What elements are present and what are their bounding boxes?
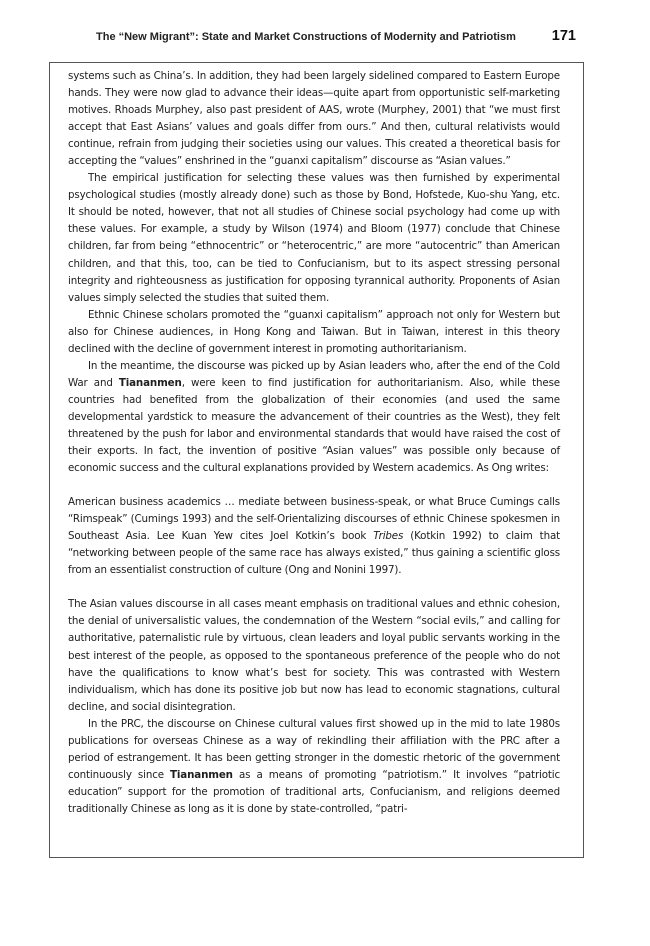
paragraph-4-text-end: , were keen to find justification for authoritarianism. Also, while these countries had benefited from the globalization of their economies (and used the same developmental yardstick to measure the advancement of their countries as the West), they felt threatened by the push for labor and environmental standards that would have raised the cost of their exports. In fact, the invention of positive “Asian values” was possible only because of economic success and the cultural explanations provided by Western academics. As Ong writes: [68, 376, 560, 475]
quote-text-start: American business academics … mediate between business-speak, or what Bruce Cumings calls “Rimspeak” (Cumings 1993) and the self-Orientalizing discourses of ethnic Chinese spokesmen in Southeast Asia. Lee Kuan Yew cites Joel Kotkin’s book [68, 496, 560, 543]
body-text [68, 68, 560, 818]
quote-text-end: (Kotkin 1992) to claim that “networking between people of the same race has always existed,” thus gaining a scientific gloss from an essentialist construction of culture (Ong and Nonini 1997). [68, 530, 560, 577]
paragraph-6-text-end: as a means of promoting “patriotism.” It involves “patriotic education” support for the promotion of traditional arts, Confucianism, and religions deemed traditionally Chinese as long as it is done by state-controlled, “patri- [68, 768, 560, 815]
paragraph-4-text-start: In the meantime, the discourse was picked up by Asian leaders who, after the end of the Cold War and [68, 359, 560, 389]
paragraph-6-text-start: In the PRC, the discourse on Chinese cultural values first showed up in the mid to late 1980s publications for overseas Chinese as a way of rekindling their affiliation with the PRC after a period of estrangement. It has been getting stronger in the domestic rhetoric of the government continuously since [68, 717, 560, 781]
book-title-tribes: Tribes [373, 530, 404, 543]
block-quote [68, 494, 560, 579]
paragraph-3: Ethnic Chinese scholars promoted the “guanxi capitalism” approach not only for Western but also for Chinese audiences, in Hong Kong and Taiwan. But in Taiwan, interest in this theory declined with the decline of government interest in promoting authoritarianism. [68, 308, 560, 355]
running-header [96, 28, 576, 46]
paragraph-1: systems such as China’s. In addition, they had been largely sidelined compared to Eastern Europe hands. They were now glad to advance their ideas—quite apart from opportunistic self-marketing motives. Rhoads Murphey, also past president of AAS, wrote (Murphey, 2001) that “we must first accept that East Asians’ values and goals differ from ours.” And then, cultural relativists would continue, refrain from judging their societies using our values. This created a theoretical basis for accepting the “values” enshrined in the “guanxi capitalism” discourse as “Asian values.” [68, 70, 560, 168]
paragraph-5: The Asian values discourse in all cases meant emphasis on traditional values and ethnic cohesion, the denial of universalistic values, the condemnation of the Western “social evils,” and calling for authoritative, paternalistic rule by virtuous, clean leaders and loyal public servants working in the best interest of the people, as opposed to the spontaneous preference of the people who do not have the qualifications to know what’s best for society. This was contrasted with Western individualism, which has done its positive job but now has lead to economic stagnations, cultural decline, and social disintegration. [68, 598, 560, 713]
block-quote-text [68, 494, 560, 579]
paragraph-4 [68, 358, 560, 477]
page-number: 171 [551, 28, 576, 44]
paragraph-2: The empirical justification for selecting these values was then furnished by experimental psychological studies (mostly already done) such as those by Bond, Hofstede, Kuo-shu Yang, etc. It should be noted, however, that not all studies of Chinese social psychology had come up with these values. For example, a study by Wilson (1974) and Bloom (1977) conclude that Chinese children, far from being “ethnocentric” or “heterocentric,” are more “autocentric” than American children, and that this, too, can be tied to Confucianism, but to its aspect stressing personal integrity and righteousness as justification for opposing tyrannical authority. Proponents of Asian values simply selected the studies that suited them. [68, 172, 560, 304]
paragraph-6 [68, 716, 560, 818]
tiananmen-term: Tiananmen [118, 376, 182, 389]
tiananmen-term: Tiananmen [170, 768, 233, 781]
running-title: The “New Migrant”: State and Market Constructions of Modernity and Patriotism [96, 31, 516, 43]
